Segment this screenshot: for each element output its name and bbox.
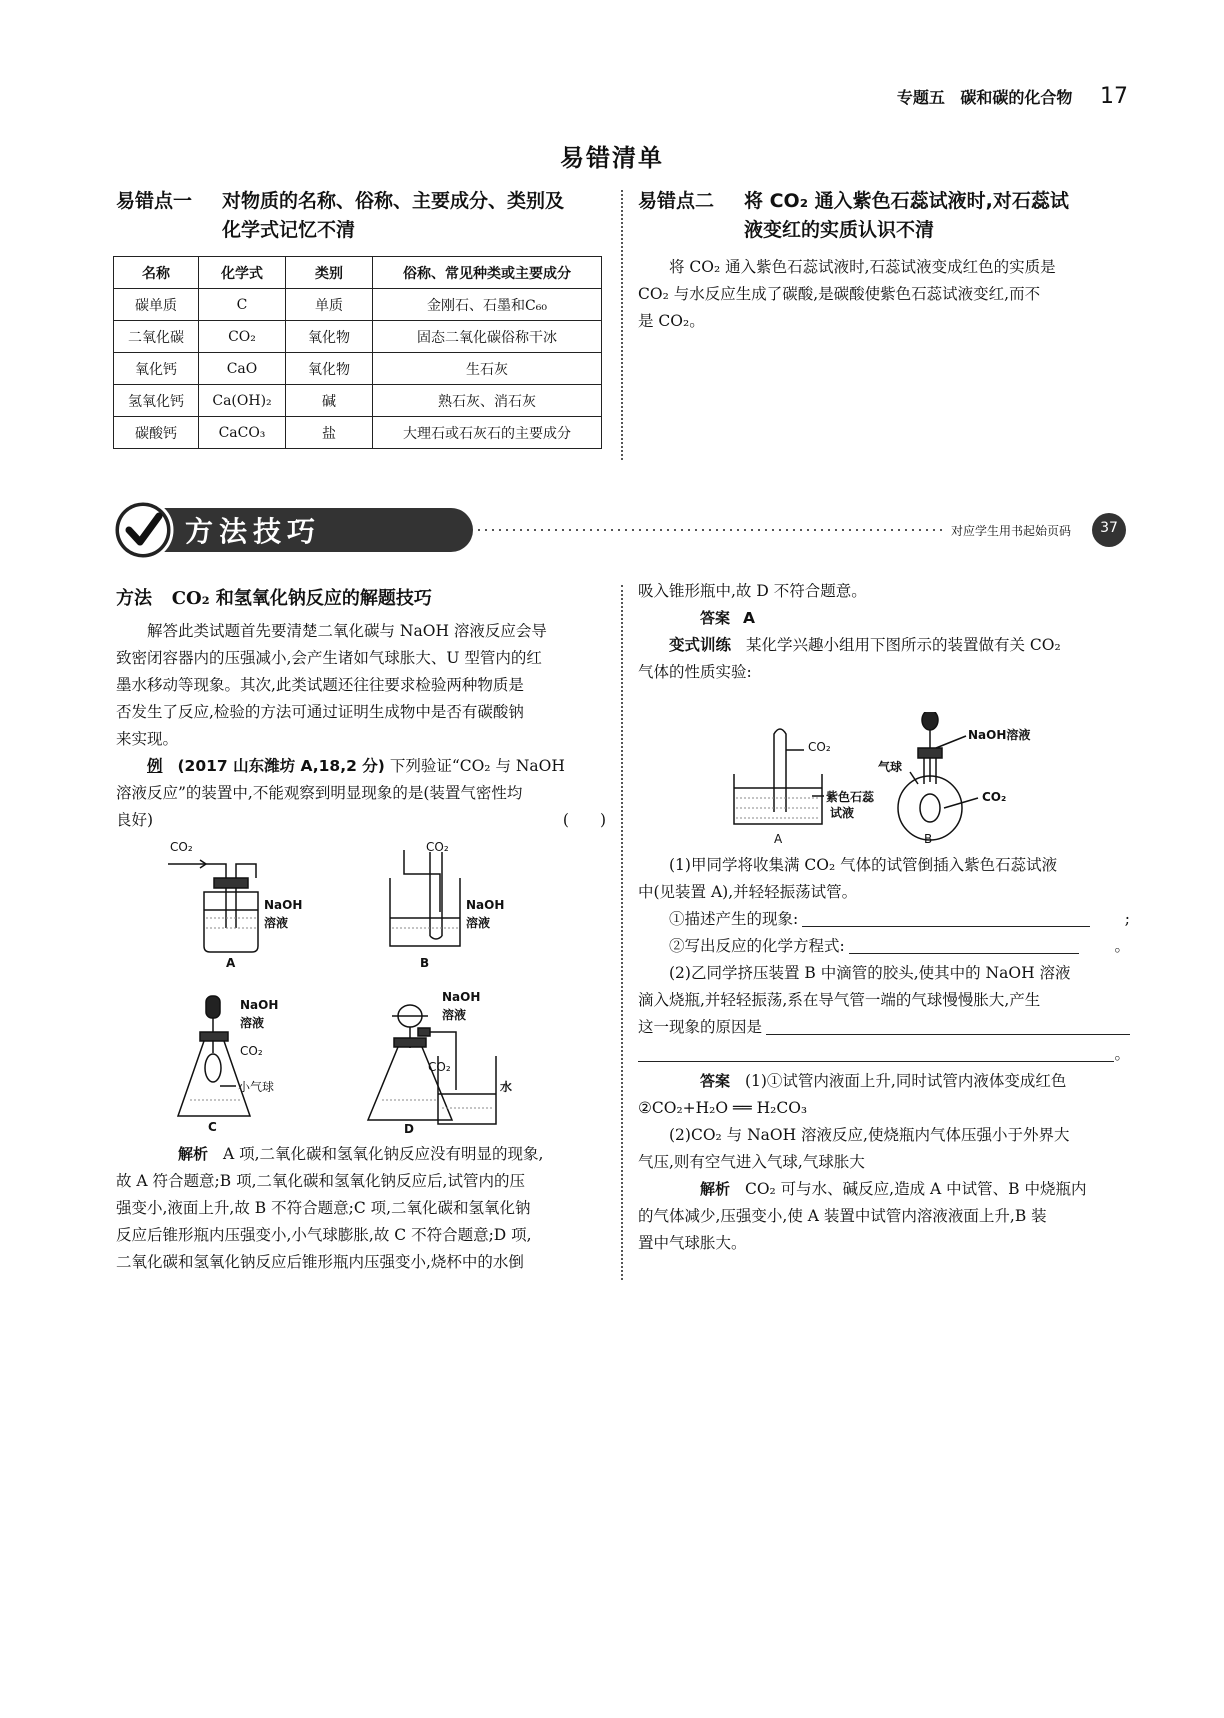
table-cell: 氧化物 [286, 353, 373, 385]
label-solution-d: 溶液 [442, 1008, 467, 1022]
answer2-text: (1)①试管内液面上升,同时试管内液体变成红色 [744, 1072, 1067, 1090]
q1a-line [638, 906, 1130, 933]
label-water-d: 水 [500, 1080, 513, 1094]
q2-text: 滴入烧瓶,并轻轻振荡,系在导气管一端的气球慢慢胀大,产生 [638, 991, 1041, 1009]
analysis2-label: 解析 [700, 1180, 731, 1198]
example-line [116, 753, 606, 780]
variant-label: 变式训练 [669, 636, 732, 654]
table-cell: 盐 [286, 417, 373, 449]
table-cell: CO₂ [199, 321, 286, 353]
q1a-end: ; [1124, 910, 1130, 928]
chapter-title: 碳和碳的化合物 [960, 88, 1073, 107]
point1-label: 易错点一 [116, 190, 193, 212]
label-naoh-b: NaOH [466, 898, 505, 912]
table-cell: 氧化钙 [114, 353, 199, 385]
table-cell: 单质 [286, 289, 373, 321]
intro-line: 墨水移动等现象。其次,此类试题还往往要求检验两种物质是 [116, 676, 524, 694]
q2-text: (2)乙同学挤压装置 B 中滴管的胶头,使其中的 NaOH 溶液 [669, 964, 1071, 982]
example-text: 下列验证“CO₂ 与 NaOH [389, 757, 565, 775]
example-line-3 [116, 807, 606, 834]
answer2-text: (2)CO₂ 与 NaOH 溶液反应,使烧瓶内气体压强小于外界大 [669, 1126, 1070, 1144]
example-label: 例 [147, 757, 163, 775]
answer2-line-1 [638, 1068, 1130, 1095]
table-cell: 氧化物 [286, 321, 373, 353]
table-header: 名称 [114, 257, 199, 289]
label-naoh-c: NaOH [240, 998, 279, 1012]
label-rb: B [924, 832, 933, 846]
method-title: CO₂ 和氢氧化钠反应的解题技巧 [171, 588, 432, 609]
analysis-text: 强变小,液面上升,故 B 不符合题意;C 项,二氧化碳和氢氧化钠 [116, 1199, 531, 1217]
label-ra: A [774, 832, 783, 846]
table-cell: 生石灰 [373, 353, 602, 385]
q1b-line [638, 933, 1130, 960]
q2-line-3 [638, 1014, 1130, 1041]
table-row [114, 385, 602, 417]
answer-value: A [742, 609, 755, 627]
running-header [897, 84, 1128, 109]
q1a-answer-blank[interactable] [802, 906, 1090, 927]
intro-line: 否发生了反应,检验的方法可通过证明生成物中是否有碳酸钠 [116, 703, 524, 721]
table-row [114, 321, 602, 353]
variant-text: 某化学兴趣小组用下图所示的装置做有关 CO₂ [745, 636, 1061, 654]
variant-text: 气体的性质实验: [638, 663, 752, 681]
method-heading [116, 584, 606, 614]
continued-analysis: 吸入锥形瓶中,故 D 不符合题意。 [638, 582, 867, 600]
method-label: 方法 [116, 588, 152, 609]
label-co2-b: CO₂ [426, 840, 449, 854]
right-column-questions [638, 852, 1130, 1257]
analysis-text: 二氧化碳和氢氧化钠反应后锥形瓶内压强变小,烧杯中的水倒 [116, 1253, 524, 1271]
q1a-prompt: ①描述产生的现象: [669, 910, 799, 928]
experiment-figure-ab [730, 712, 1050, 852]
q2-answer-blank-1[interactable] [766, 1014, 1130, 1035]
table-cell: 碳单质 [114, 289, 199, 321]
analysis-text: 反应后锥形瓶内压强变小,小气球膨胀,故 C 不符合题意;D 项, [116, 1226, 532, 1244]
method-section [116, 584, 606, 834]
analysis-text: 故 A 符合题意;B 项,二氧化碳和氢氧化钠反应后,试管内的压 [116, 1172, 525, 1190]
example-text: 溶液反应”的装置中,不能观察到明显现象的是(装置气密性均 [116, 784, 523, 802]
table-cell: 大理石或石灰石的主要成分 [373, 417, 602, 449]
answer-line [638, 605, 1130, 632]
method-banner [113, 500, 1133, 560]
point1-title-line2: 化学式记忆不清 [222, 219, 356, 241]
analysis2-text: 的气体减少,压强变小,使 A 装置中试管内溶液液面上升,B 装 [638, 1207, 1047, 1225]
answer2-text: 气压,则有空气进入气球,气球胀大 [638, 1153, 865, 1171]
experiment-figure-abcd [160, 838, 580, 1138]
method-intro [116, 618, 606, 834]
banner-ref-text: 对应学生用书起始页码 [951, 524, 1072, 538]
example-source: (2017 山东潍坊 A,18,2 分) [177, 757, 385, 775]
label-a: A [226, 956, 236, 970]
answer-blank: ( ) [562, 811, 606, 829]
right-column-top [638, 578, 1130, 686]
point1-title-line1: 对物质的名称、俗称、主要成分、类别及 [222, 190, 565, 212]
chapter-number: 专题五 [896, 88, 945, 107]
label-naoh-d: NaOH [442, 990, 481, 1004]
point2-title-line2: 液变红的实质认识不清 [744, 219, 935, 241]
point2-title-line1: 将 CO₂ 通入紫色石蕊试液时,对石蕊试 [744, 190, 1069, 212]
analysis-section [116, 1141, 606, 1276]
banner-title: 方法技巧 [185, 515, 322, 548]
table-cell: Ca(OH)₂ [199, 385, 286, 417]
analysis-line [116, 1141, 606, 1168]
variant-line [638, 632, 1130, 659]
label-d: D [404, 1122, 414, 1136]
column-divider [621, 190, 623, 460]
table-cell: 氢氧化钙 [114, 385, 199, 417]
label-naoh-a: NaOH [264, 898, 303, 912]
table-cell: 二氧化碳 [114, 321, 199, 353]
substance-table [113, 256, 602, 449]
q2-text: 这一现象的原因是 [638, 1018, 763, 1036]
label-co2-rb: CO₂ [982, 790, 1007, 804]
analysis2-line-1 [638, 1176, 1130, 1203]
q1b-end: 。 [1114, 937, 1130, 955]
q1b-answer-blank[interactable] [849, 933, 1080, 954]
q2-answer-blank-2[interactable] [638, 1041, 1114, 1062]
label-balloon-c: 小气球 [238, 1080, 275, 1094]
table-cell: 金刚石、石墨和C₆₀ [373, 289, 602, 321]
table-cell: C [199, 289, 286, 321]
apparatus-drawing [160, 838, 580, 1138]
page-number: 17 [1100, 84, 1128, 109]
banner-ref-page: 37 [1100, 520, 1118, 536]
table-cell: 碱 [286, 385, 373, 417]
point2-label: 易错点二 [638, 190, 715, 212]
example-text: 良好) [116, 811, 154, 829]
analysis2-text: 置中气球胀大。 [638, 1234, 747, 1252]
table-header: 类别 [286, 257, 373, 289]
intro-line: 来实现。 [116, 730, 179, 748]
point2-body [638, 254, 1130, 335]
point2-text: 将 CO₂ 通入紫色石蕊试液时,石蕊试液变成红色的实质是 [669, 258, 1056, 276]
q2-end: 。 [1114, 1045, 1130, 1063]
table-cell: 熟石灰、消石灰 [373, 385, 602, 417]
label-co2-d: CO₂ [428, 1060, 451, 1074]
answer-label: 答案 [700, 609, 731, 627]
point1-heading [116, 187, 616, 241]
label-litmus-1: 紫色石蕊 [826, 790, 875, 804]
label-solution-a: 溶液 [264, 916, 289, 930]
label-naoh-rb: NaOH溶液 [968, 728, 1031, 742]
label-co2-c: CO₂ [240, 1044, 263, 1058]
label-solution-b: 溶液 [466, 916, 491, 930]
intro-line: 致密闭容器内的压强减小,会产生诸如气球胀大、U 型管内的红 [116, 649, 542, 667]
answer2-text: ②CO₂+H₂O ══ H₂CO₃ [638, 1099, 808, 1117]
label-solution-c: 溶液 [240, 1016, 265, 1030]
label-litmus-2: 试液 [830, 806, 855, 820]
q2-line-4 [638, 1041, 1130, 1068]
table-header: 俗称、常见种类或主要成分 [373, 257, 602, 289]
q1-text: 中(见装置 A),并轻轻振荡试管。 [638, 883, 858, 901]
table-cell: CaCO₃ [199, 417, 286, 449]
q1-text: (1)甲同学将收集满 CO₂ 气体的试管倒插入紫色石蕊试液 [669, 856, 1058, 874]
table-cell: 碳酸钙 [114, 417, 199, 449]
analysis2-text: CO₂ 可与水、碱反应,造成 A 中试管、B 中烧瓶内 [744, 1180, 1087, 1198]
analysis-text: A 项,二氧化碳和氢氧化钠反应没有明显的现象, [222, 1145, 544, 1163]
label-co2-a: CO₂ [170, 840, 193, 854]
intro-line: 解答此类试题首先要清楚二氧化碳与 NaOH 溶液反应会导 [147, 622, 547, 640]
label-c: C [208, 1120, 217, 1134]
label-b: B [420, 956, 430, 970]
table-cell: CaO [199, 353, 286, 385]
page-title: 易错清单 [560, 144, 664, 172]
point2-heading [638, 187, 1138, 241]
point2-text: CO₂ 与水反应生成了碳酸,是碳酸使紫色石蕊试液变红,而不 [638, 285, 1041, 303]
column-divider [621, 585, 623, 1280]
analysis-label: 解析 [178, 1145, 209, 1163]
table-header: 化学式 [199, 257, 286, 289]
point2-text: 是 CO₂。 [638, 312, 705, 330]
table-header-row [114, 257, 602, 289]
table-row [114, 417, 602, 449]
q1b-prompt: ②写出反应的化学方程式: [669, 937, 845, 955]
table-row [114, 353, 602, 385]
table-cell: 固态二氧化碳俗称干冰 [373, 321, 602, 353]
label-balloon-rb: 气球 [878, 760, 903, 774]
answer2-label: 答案 [700, 1072, 731, 1090]
table-row [114, 289, 602, 321]
label-co2-ra: CO₂ [808, 740, 831, 754]
